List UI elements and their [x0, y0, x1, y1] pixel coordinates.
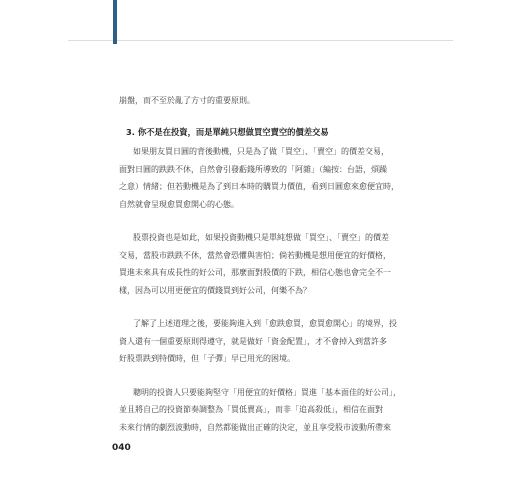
- paragraph-3: [119, 315, 405, 368]
- line: 自然就會呈現愈買愈開心的心態。: [119, 199, 239, 209]
- line: 之意）情緒；但若動機是為了到日本時的購買力價值，看到日圓愈來愈便宜時，: [119, 182, 399, 191]
- line: 未來行情的劇烈波動時，自然都能做出正確的決定，並且享受股市波動所帶來: [119, 422, 391, 432]
- paragraph-1: [119, 143, 405, 213]
- paragraph-4: [119, 384, 405, 437]
- line: 聰明的投資人只要能夠堅守「用便宜的好價格」買進「基本面佳的好公司」，: [133, 387, 401, 397]
- line: 面對日圓的跌跌不休，自然會引發虧錢所導致的「阿雜」（編按：台語，煩躁: [119, 164, 387, 174]
- continued-text: 崩盤，而不至於亂了方寸的重要原則。: [119, 96, 255, 105]
- line: 了解了上述道理之後，要能夠進入到「愈跌愈買，愈買愈開心」的境界，投: [133, 319, 397, 328]
- header-accent-bar: [113, 0, 117, 44]
- line: 買進未來具有成長性的好公司，那麼面對股價的下跌，相信心態也會完全不一: [119, 268, 391, 277]
- line: 好股票跌到特價時，但「子彈」早已用光的困境。: [119, 354, 295, 363]
- line: 並且將自己的投資節奏調整為「買低賣高」，而非「追高殺低」，相信在面對: [119, 405, 383, 414]
- page-number: 040: [112, 443, 131, 453]
- section-heading: 3. 你不是在投資，而是單純只想做買空賣空的價差交易: [126, 126, 329, 137]
- page-body: [119, 92, 405, 436]
- line: 樣，因為可以用更便宜的價錢買到好公司，何樂不為？: [119, 285, 311, 295]
- line: 股票投資也是如此，如果投資動機只是單純想做「買空」、「賣空」的價差: [133, 233, 389, 242]
- line: 交易，當股市跌跌不休，當然會恐懼與害怕；倘若動機是想用便宜的好價格，: [119, 250, 391, 260]
- line: 如果朋友買日圓的背後動機，只是為了做「買空」、「賣空」的價差交易，: [133, 147, 389, 156]
- header-rule: [68, 40, 453, 41]
- line: 資人還有一個重要原則得遵守，就是做好「資金配置」，才不會掉入到當許多: [119, 336, 387, 346]
- paragraph-2: [119, 229, 405, 299]
